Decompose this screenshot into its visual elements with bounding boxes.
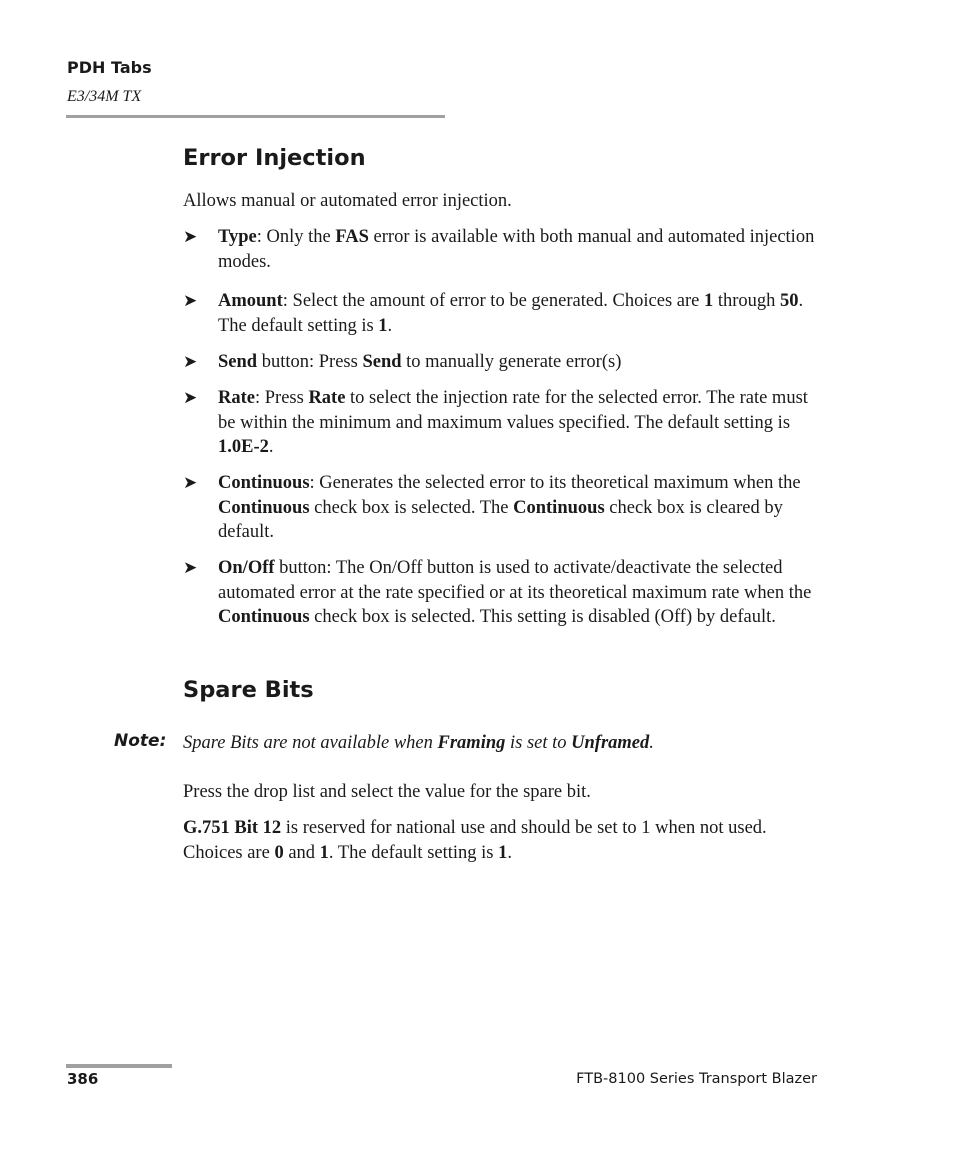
note-text: Spare Bits are not available when Framing is set to Unframed. [183,733,654,753]
arrow-bullet-icon: ➤ [183,227,198,247]
bullet-rate: ➤ Rate: Press Rate to select the injection rate for the selected error. The rate must be within the minimum and maximum values specified. The default setting is 1.0E-2. [183,388,808,457]
header-divider [66,115,445,118]
arrow-bullet-icon: ➤ [183,291,198,311]
bullet-on-off: ➤ On/Off button: The On/Off button is used to activate/deactivate the selected automated error at the rate specified or at its theoretical maximum rate when the Continuous check box is selected. This setting is disabled (Off) by default. [183,558,812,627]
bullet-type: ➤ Type: Only the FAS error is available with both manual and automated injection modes. [183,227,815,272]
arrow-bullet-icon: ➤ [183,473,198,493]
running-header-section: PDH Tabs [67,58,152,77]
spare-bits-instruction: Press the drop list and select the value for the spare bit. [183,782,591,802]
arrow-bullet-icon: ➤ [183,558,198,578]
arrow-bullet-icon: ➤ [183,388,198,408]
arrow-bullet-icon: ➤ [183,352,198,372]
note-label: Note: [114,731,167,751]
running-header-subsection: E3/34M TX [67,88,142,105]
bullet-amount: ➤ Amount: Select the amount of error to be generated. Choices are 1 through 50. The default setting is 1. [183,291,804,336]
error-injection-heading: Error Injection [183,145,366,171]
spare-bits-g751-description: G.751 Bit 12 is reserved for national use and should be set to 1 when not used. Choices are 0 and 1. The default setting is 1. [183,818,767,863]
bullet-send: ➤ Send button: Press Send to manually generate error(s) [183,350,823,375]
footer-divider [66,1064,172,1068]
bullet-continuous: ➤ Continuous: Generates the selected error to its theoretical maximum when the Continuous check box is selected. The Continuous check box is cleared by default. [183,473,801,542]
document-title: FTB-8100 Series Transport Blazer [576,1071,817,1087]
page-number: 386 [67,1070,99,1088]
spare-bits-heading: Spare Bits [183,677,314,703]
error-injection-intro: Allows manual or automated error injection. [183,191,512,211]
